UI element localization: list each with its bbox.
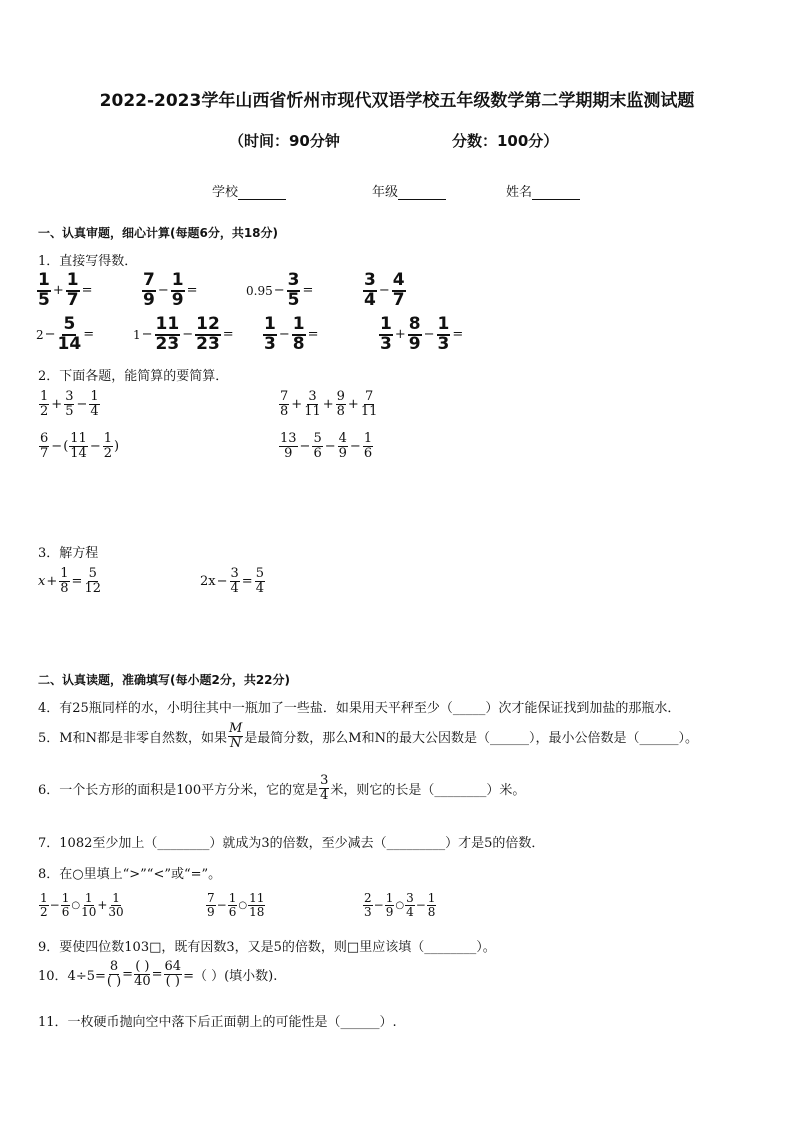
q2-expr-2: $\frac{7}{8}$ + $\frac{3}{11}$ + $\frac{9}{8}$ + $\frac{7}{11}$	[280, 389, 378, 419]
q8-compare-2: $\frac{7}{9}$ − $\frac{1}{6}$ ○ $\frac{11}{18}$	[207, 891, 265, 919]
q1-expr-1: $\frac{1}{5}$ + $\frac{1}{7}$ =	[38, 270, 93, 310]
q1-expr-8: $\frac{1}{3}$ + $\frac{8}{9}$ − $\frac{1}{3}$ =	[380, 314, 464, 354]
question-1: 1．直接写得数．	[38, 254, 138, 269]
q1-expr-3: 0.95 − $\frac{3}{5}$ =	[246, 270, 314, 310]
name-field: 姓名	[506, 181, 580, 200]
school-field: 学校	[212, 181, 286, 200]
question-5: 5．M和N都是非零自然数，如果 $\frac{M}{N}$ 是最简分数，那么M和N的最大公因数是（______），最小公倍数是（______）。	[38, 721, 698, 751]
question-3: 3．解方程	[38, 546, 99, 561]
q2-expr-3: $\frac{6}{7}$ − ( $\frac{11}{14}$ − $\frac{1}{2}$ )	[40, 431, 120, 461]
exam-score: 分数：100分）	[452, 132, 559, 150]
question-9: 9．要使四位数103□，既有因数3，又是5的倍数，则□里应该填（________）。	[38, 940, 496, 955]
q3-equation-1: x + $\frac{1}{8}$ = $\frac{5}{12}$	[38, 566, 101, 596]
compare-circle: ○	[238, 899, 248, 911]
q3-equation-2: 2x − $\frac{3}{4}$ = $\frac{5}{4}$	[200, 566, 264, 596]
question-8: 8．在○里填上“>”“<”或“=”。	[38, 867, 222, 882]
q2-expr-1: $\frac{1}{2}$ + $\frac{3}{5}$ − $\frac{1}{4}$	[40, 389, 99, 419]
q1-expr-2: $\frac{7}{9}$ − $\frac{1}{9}$ =	[143, 270, 198, 310]
q1-expr-5: 2 − $\frac{5}{14}$ =	[36, 314, 95, 354]
question-2: 2．下面各题，能简算的要简算．	[38, 369, 229, 384]
q8-compare-3: $\frac{2}{3}$ − $\frac{1}{9}$ ○ $\frac{3}{4}$ − $\frac{1}{8}$	[364, 891, 436, 919]
question-6: 6．一个长方形的面积是100平方分米，它的宽是 $\frac{3}{4}$ 米，则它的长是（________）米。	[38, 773, 526, 803]
question-7: 7．1082至少加上（________）就成为3的倍数，至少减去（_________）才是5的倍数．	[38, 836, 545, 851]
page-title: 2022-2023学年山西省忻州市现代双语学校五年级数学第二学期期末监测试题	[99, 91, 695, 111]
section1-heading: 一、认真审题，细心计算(每题6分，共18分)	[38, 226, 279, 240]
q1-expr-4: $\frac{3}{4}$ − $\frac{4}{7}$	[364, 270, 405, 310]
exam-time: （时间：90分钟	[229, 132, 340, 150]
question-11: 11．一枚硬币抛向空中落下后正面朝上的可能性是（______）.	[38, 1015, 397, 1030]
compare-circle: ○	[71, 899, 81, 911]
section2-heading: 二、认真读题，准确填写(每小题2分，共22分)	[38, 673, 291, 687]
q8-compare-1: $\frac{1}{2}$ − $\frac{1}{6}$ ○ $\frac{1}{10}$ + $\frac{1}{30}$	[40, 891, 124, 919]
q2-expr-4: $\frac{13}{9}$ − $\frac{5}{6}$ − $\frac{4}{9}$ − $\frac{1}{6}$	[280, 431, 373, 461]
question-4: 4．有25瓶同样的水，小明往其中一瓶加了一些盐．如果用天平秤至少（_____）次才能保证找到加盐的那瓶水．	[38, 701, 681, 716]
grade-field: 年级	[372, 181, 446, 200]
q1-expr-7: $\frac{1}{3}$ − $\frac{1}{8}$ =	[264, 314, 319, 354]
q1-expr-6: 1 − $\frac{11}{23}$ − $\frac{12}{23}$ =	[133, 314, 234, 354]
question-10: 10．4÷5= $\frac{8}{( )}$ = $\frac{( )}{40}$ = $\frac{64}{( )}$ =（ ）(填小数).	[38, 959, 278, 989]
compare-circle: ○	[395, 899, 405, 911]
